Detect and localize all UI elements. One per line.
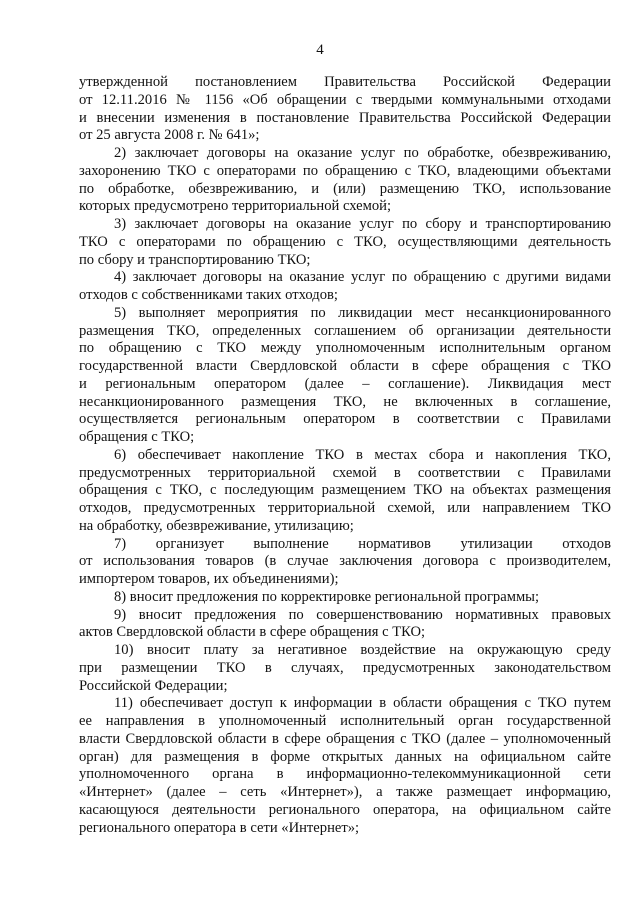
text-line: от 12.11.2016 № 1156 «Об обращении с твердыми коммунальными отходами xyxy=(79,91,611,108)
text-line: 10) вносит плату за негативное воздействие на окружающую среду xyxy=(114,642,611,658)
text-line: отходов, предусмотренных территориальной схемой, или направлением ТКО xyxy=(79,500,611,516)
text-line: касающуюся деятельности регионального оператора, на официальном сайте xyxy=(79,801,611,818)
text-line: регионального оператора в сети «Интернет»; xyxy=(79,819,360,836)
text-line: 3) заключает договоры на оказание услуг по сбору и транспортированию xyxy=(114,216,611,232)
text-line: по обработке, обезвреживанию, и (или) размещению ТКО, использование xyxy=(79,180,611,197)
text-line: 9) вносит предложения по совершенствованию нормативных правовых xyxy=(114,606,611,623)
text-line: по сбору и транспортированию ТКО; xyxy=(79,251,311,268)
text-line: утвержденной постановлением Правительства Российской Федерации xyxy=(79,74,611,90)
text-line: осуществляется региональным оператором в соответствии с Правилами xyxy=(79,411,611,428)
text-line: власти Свердловской области в сфере обращения с ТКО (далее – уполномоченный xyxy=(79,730,611,747)
page-number: 4 xyxy=(316,42,324,58)
text-line: при размещении ТКО в случаях, предусмотренных законодательством xyxy=(79,659,611,676)
text-line: обращения с ТКО, с последующим размещением ТКО на объектах размещения xyxy=(79,482,611,499)
text-line: от 25 августа 2008 г. № 641»; xyxy=(79,127,260,144)
text-line: захоронению ТКО с операторами по обращению с ТКО, владеющими объектами xyxy=(79,162,611,179)
text-line: 4) заключает договоры на оказание услуг по обращению с другими видами xyxy=(114,269,611,286)
text-line: по обращению с ТКО между уполномоченным исполнительным органом xyxy=(79,340,611,357)
text-line: орган) для размещения в форме открытых данных на официальном сайте xyxy=(79,748,611,765)
text-line: 8) вносит предложения по корректировке региональной программы; xyxy=(114,588,540,605)
text-line: которых предусмотрено территориальной схемой; xyxy=(79,198,392,215)
text-line: и региональным оператором (далее – соглашение). Ликвидация мест xyxy=(79,375,611,392)
text-line: 6) обеспечивает накопление ТКО в местах сбора и накопления ТКО, xyxy=(114,446,611,463)
text-line: от использования товаров (в случае заключения договора с производителем, xyxy=(79,553,611,570)
text-line: Российской Федерации; xyxy=(79,677,228,694)
text-line: на обработку, обезвреживание, утилизацию; xyxy=(79,517,354,534)
text-line: 2) заключает договоры на оказание услуг по обработке, обезвреживанию, xyxy=(114,145,611,161)
text-line: и внесении изменения в постановление Правительства Российской Федерации xyxy=(79,109,611,126)
text-line: 7) организует выполнение нормативов утилизации отходов xyxy=(114,535,611,552)
text-line: государственной власти Свердловской области в сфере обращения с ТКО xyxy=(79,358,611,374)
text-line: предусмотренных территориальной схемой в соответствии с Правилами xyxy=(79,464,611,481)
text-line: обращения с ТКО; xyxy=(79,429,195,445)
text-line: размещения ТКО, определенных соглашением об организации деятельности xyxy=(79,322,611,339)
text-line: уполномоченного органа в информационно-телекоммуникационной сети xyxy=(79,766,611,783)
text-line: несанкционированного размещения ТКО, не включенных в соглашение, xyxy=(79,393,611,410)
text-line: 11) обеспечивает доступ к информации в области обращения с ТКО путем xyxy=(114,695,611,712)
text-line: актов Свердловской области в сфере обращения с ТКО; xyxy=(79,624,426,641)
text-line: импортером товаров, их объединениями); xyxy=(79,571,339,587)
text-line: отходов с собственниками таких отходов; xyxy=(79,287,338,303)
text-line: 5) выполняет мероприятия по ликвидации мест несанкционированного xyxy=(114,304,611,321)
text-line: «Интернет» (далее – сеть «Интернет»), а также размещает информацию, xyxy=(79,784,611,800)
text-line: ее направления в уполномоченный исполнительный орган государственной xyxy=(79,713,611,729)
document-body xyxy=(79,74,611,837)
text-line: ТКО с операторами по обращению с ТКО, осуществляющими деятельность xyxy=(79,233,611,250)
